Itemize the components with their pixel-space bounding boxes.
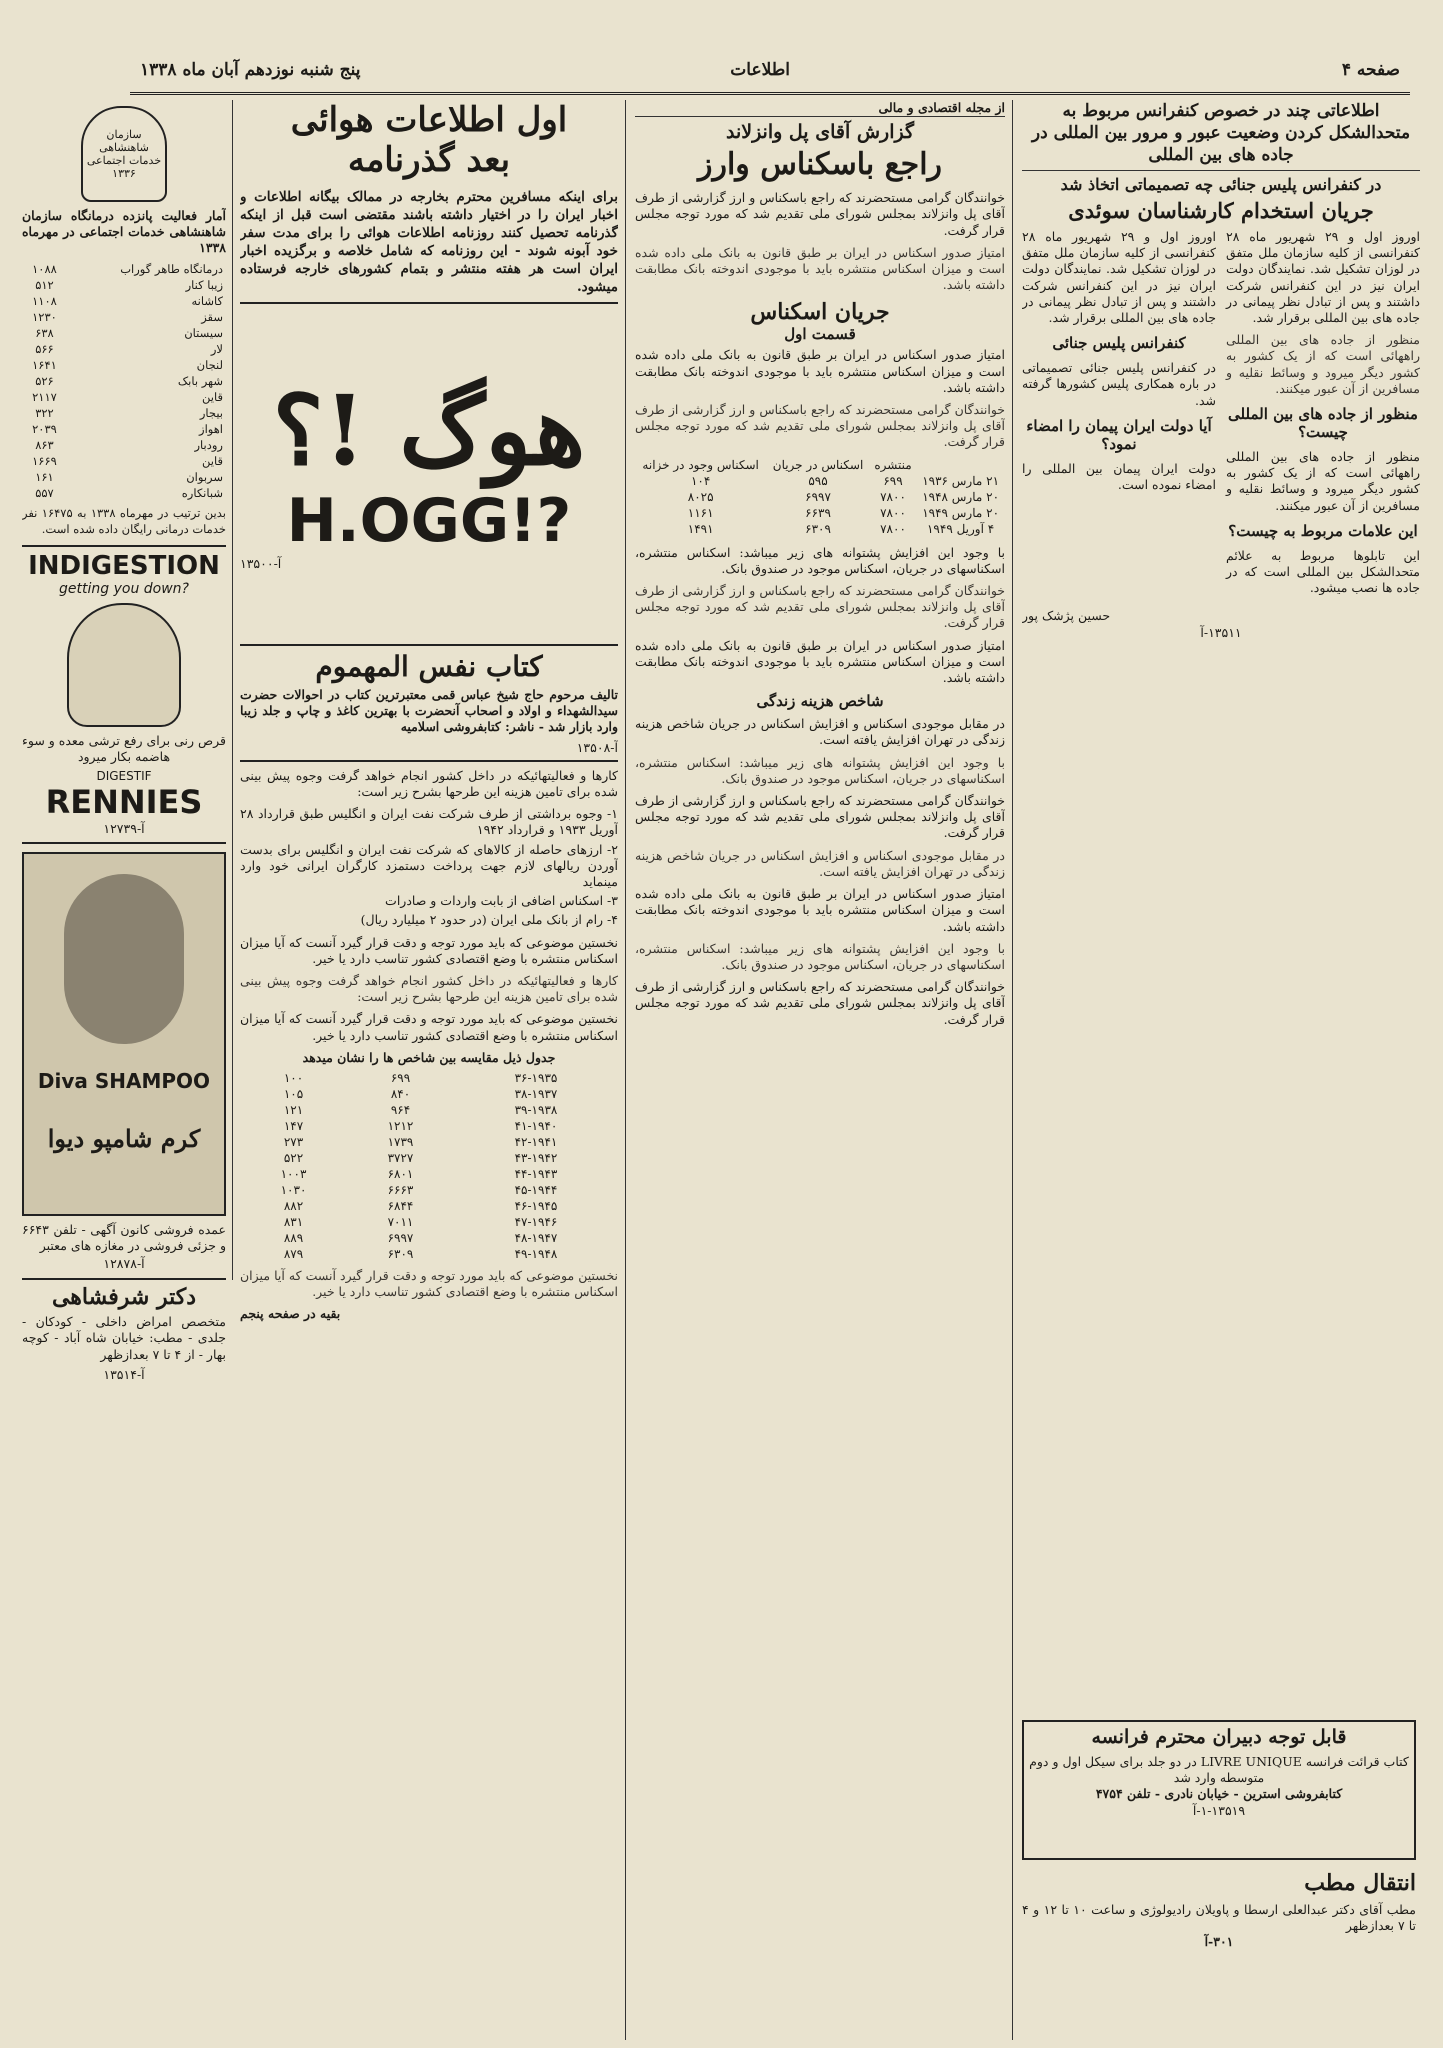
- column-middle: [240, 100, 618, 2030]
- stats-note: بدین ترتیب در مهرماه ۱۳۳۸ به ۱۶۴۷۵ نفر خدمات درمانی رایگان داده شده است.: [22, 505, 226, 536]
- subhead-roads: منظور از جاده های بین المللی چیست؟: [1228, 405, 1418, 442]
- clinic-stats-table: [22, 261, 226, 501]
- table-cell: شهر بابک: [177, 373, 223, 388]
- table-cell: ۲۰۳۹: [32, 421, 57, 436]
- table-cell: ۶۹۹۷: [805, 489, 831, 504]
- ad-air-subtitle: بعد گذرنامه: [347, 140, 511, 180]
- table-cell: سیستان: [184, 325, 223, 340]
- shampoo-distributor: عمده فروشی کانون آگهی - تلفن ۶۶۴۳ و جزئی فروشی در مغازه های معتبر: [22, 1221, 226, 1253]
- ad-hogg-latin: H.OGG!?: [286, 485, 572, 556]
- article-signature: حسین پژشک پور: [1022, 608, 1111, 624]
- table-cell: قاین: [202, 389, 223, 404]
- article-paragraph: امتیاز صدور اسکناس در ایران بر طبق قانون به بانک ملی داده شده است و میزان اسکناس منتشره باید با موجودی اندوخته بانک مطابقت داشته باشد.: [635, 637, 1005, 686]
- article-paragraph: خوانندگان گرامی مستحضرند که راجع باسکناس و ارز گزارشی از طرف آقای پل وانزلاند بمجلس شورای ملی تقدیم شد که مورد توجه مجلس قرار گرفت.: [635, 793, 1005, 841]
- doctor-name: دکتر شرفشاهی: [51, 1284, 197, 1311]
- table-cell: بیجار: [199, 405, 223, 420]
- article-paragraph: نخستین موضوعی که باید مورد توجه و دقت قرار گیرد آنست که آیا میزان اسکناس منتشره با وضع اقتصادی کشور تناسب دارد یا خیر.: [240, 934, 618, 966]
- subhead-treaty: آیا دولت ایران پیمان را امضاء نمود؟: [1026, 416, 1212, 453]
- article-two-columns: [1022, 229, 1420, 602]
- table-header: اسکناس در جریان: [772, 457, 864, 472]
- emblem-text: سازمان شاهنشاهی خدمات اجتماعی ۱۳۳۶: [86, 128, 162, 180]
- ad-book-title: کتاب نفس المهموم: [315, 650, 543, 683]
- table-cell: ۴۳-۱۹۴۲: [514, 1151, 558, 1166]
- article-paragraph: خوانندگان گرامی مستحضرند که راجع باسکناس و ارز گزارشی از طرف آقای پل وانزلاند بمجلس شورای ملی تقدیم شد که مورد توجه مجلس قرار گرفت.: [635, 402, 1005, 450]
- doctor-text: متخصص امراض داخلی - کودکان - جلدی - مطب: خیابان شاه آباد - کوچه بهار - از ۴ تا ۷ بعدازظهر: [22, 1314, 226, 1362]
- ad-air-title: اول اطلاعات هوائی: [290, 100, 568, 140]
- ad-rennies-code: آ-۱۲۷۳۹: [103, 821, 145, 837]
- continued-note: بقیه در صفحه پنجم: [240, 1306, 341, 1322]
- table-cell: ۵۶۶: [35, 341, 54, 356]
- table-row: [635, 489, 1005, 505]
- article-paragraph: در مقابل موجودی اسکناس و افزایش اسکناس در جریان شاخص هزینه زندگی در تهران افزایش یافته است.: [635, 847, 1005, 879]
- ad-rennies-digestif: DIGESTIF: [96, 769, 152, 784]
- article-paragraph: منظور از جاده های بین المللی راههائی است که از یک کشور به کشور دیگر میرود و وسائط نقلیه و مسافرین از آن عبور میکنند.: [1226, 449, 1420, 513]
- subheadline-police: در کنفرانس پلیس جنائی چه تصمیماتی اتخاذ شد: [1060, 175, 1382, 194]
- table-cell: رودبار: [194, 437, 223, 452]
- article-kicker: گزارش آقای پل وانزلاند: [725, 121, 915, 144]
- notice-text: کتاب قرائت فرانسه LIVRE UNIQUE در دو جلد برای سیکل اول و دوم متوسطه وارد شد: [1029, 1754, 1409, 1786]
- article-paragraph: امتیاز صدور اسکناس در ایران بر طبق قانون به بانک ملی داده شده است و میزان اسکناس منتشره باید با موجودی اندوخته بانک مطابقت داشته باشد.: [635, 244, 1005, 293]
- table-row: [22, 309, 226, 325]
- table-cell: ۶۸۰۱: [387, 1167, 414, 1182]
- table-cell: ۸۸۲: [283, 1199, 304, 1214]
- table-row: [635, 505, 1005, 521]
- notice-title: قابل توجه دبیران محترم فرانسه: [1091, 1726, 1347, 1748]
- column-left: [22, 100, 226, 2030]
- table-row: [22, 389, 226, 405]
- table-cell: سقز: [201, 309, 223, 324]
- table-cell: ۱۰۳۰: [280, 1183, 307, 1198]
- table-row: [22, 485, 226, 501]
- table-row: [240, 1150, 618, 1166]
- article-paragraph: خوانندگان گرامی مستحضرند که راجع باسکناس و ارز گزارشی از طرف آقای پل وانزلاند بمجلس شورای ملی تقدیم شد که مورد توجه مجلس قرار گرفت.: [635, 190, 1005, 238]
- table-row: [22, 437, 226, 453]
- table-cell: ۱۴۷: [283, 1119, 304, 1134]
- table-row: [635, 473, 1005, 489]
- article-paragraph: خوانندگان گرامی مستحضرند که راجع باسکناس و ارز گزارشی از طرف آقای پل وانزلاند بمجلس شورای ملی تقدیم شد که مورد توجه مجلس قرار گرفت.: [635, 583, 1005, 631]
- table-cell: ۲۷۳: [283, 1135, 304, 1150]
- table-cell: ۳۶-۱۹۳۵: [514, 1071, 558, 1086]
- table-cell: ۳۹-۱۹۳۸: [514, 1103, 558, 1118]
- table-cell: ۱۲۱۲: [387, 1119, 414, 1134]
- table-row: [240, 1166, 618, 1182]
- table-cell: ۵۹۵: [808, 473, 828, 488]
- table-cell: ۴۶-۱۹۴۵: [514, 1199, 558, 1214]
- table-cell: ۶۳۰۹: [387, 1247, 414, 1262]
- table-row: [240, 1086, 618, 1102]
- table-cell: ۲۱۱۷: [32, 389, 57, 404]
- table-cell: ۴۱-۱۹۴۰: [514, 1119, 558, 1134]
- table-row: [22, 341, 226, 357]
- crown-emblem: [81, 106, 167, 202]
- column-currency: [635, 100, 1005, 2030]
- table-cell: ۱۶۱: [35, 469, 54, 484]
- table-cell: ۵۲۶: [35, 373, 54, 388]
- office-text: مطب آقای دکتر عبدالعلی ارسطا و پاویلان رادیولوژی و ساعت ۱۰ تا ۱۲ و ۴ تا ۷ بعدازظهر: [1022, 1902, 1416, 1934]
- table-cell: ۵۲۲: [283, 1151, 304, 1166]
- table-row: [240, 1134, 618, 1150]
- headline-conference: اطلاعاتی چند در خصوص کنفرانس مربوط به متحدالشکل کردن وضعیت عبور و مرور بین المللی در جاده های بین المللی: [1022, 100, 1420, 171]
- stats-title: آمار فعالیت پانزده درمانگاه سازمان شاهنشاهی خدمات اجتماعی در مهرماه ۱۳۳۸: [22, 208, 226, 256]
- table-cell: ۶۶۶۳: [387, 1183, 414, 1198]
- section-part: قسمت اول: [784, 325, 856, 344]
- table-cell: ۶۹۹۷: [387, 1231, 414, 1246]
- article-paragraph: دولت ایران پیمان بین المللی را امضاء نموده است.: [1022, 460, 1216, 493]
- table-row: [22, 261, 226, 277]
- table-cell: ۴۴-۱۹۴۳: [514, 1167, 558, 1182]
- table-row: [240, 1102, 618, 1118]
- table-cell: ۷۸۰۰: [880, 489, 906, 504]
- ad-hogg-persian: هوگ !؟: [272, 373, 586, 487]
- table-cell: ۱۶۶۹: [32, 453, 57, 468]
- table-cell: ۴۹-۱۹۴۸: [514, 1247, 558, 1262]
- ad-rennies-indigestion: INDIGESTION: [28, 551, 220, 582]
- table-cell: کاشانه: [191, 293, 223, 308]
- table-cell: ۴۸-۱۹۴۷: [514, 1231, 558, 1246]
- table-cell: ۱۱۰۸: [32, 293, 57, 308]
- table-cell: ۱۰۰: [283, 1071, 304, 1086]
- ad-book: [240, 646, 618, 762]
- table-cell: ۸۰۲۵: [687, 489, 714, 504]
- article-paragraph: امتیاز صدور اسکناس در ایران بر طبق قانون به بانک ملی داده شده است و میزان اسکناس منتشره باید با موجودی اندوخته بانک مطابقت داشته باشد.: [635, 886, 1005, 934]
- table-row: [22, 293, 226, 309]
- table-row: [22, 469, 226, 485]
- article-paragraph: نخستین موضوعی که باید مورد توجه و دقت قرار گیرد آنست که آیا میزان اسکناس منتشره با وضع اقتصادی کشور تناسب دارد یا خیر.: [240, 1011, 618, 1043]
- article-paragraph: در کنفرانس پلیس جنائی تصمیماتی در باره همکاری پلیس کشورها گرفته شد.: [1022, 360, 1216, 408]
- table-cell: ۷۰۱۱: [387, 1215, 414, 1230]
- table-row: [240, 1246, 618, 1262]
- article-paragraph: با وجود این افزایش پشتوانه های زیر میباشد: اسکناس منتشره، اسکناسهای در جریان، اسکناس موجود در صندوق بانک.: [635, 940, 1005, 972]
- section-heading: جریان اسکناس: [750, 299, 890, 326]
- table-cell: ۱۰۸۸: [32, 261, 57, 276]
- table-row: [22, 405, 226, 421]
- table-cell: شبانکاره: [181, 485, 223, 500]
- shampoo-brand: Diva SHAMPOO: [37, 1068, 211, 1093]
- ad-rennies: [22, 545, 226, 844]
- portrait-illustration: [64, 874, 184, 1044]
- table-header: منتشره: [874, 457, 912, 472]
- page-number: صفحه ۴: [1341, 60, 1400, 80]
- ad-hogg: [240, 304, 618, 646]
- masthead: [130, 52, 1410, 95]
- table-cell: ۴۲-۱۹۴۱: [514, 1135, 558, 1150]
- section-subheading: شاخص هزینه زندگی: [756, 692, 884, 711]
- table-cell: ۵۵۷: [35, 485, 54, 500]
- article-paragraph: منظور از جاده های بین المللی راههائی است که از یک کشور به کشور دیگر میرود و وسائط نقلیه و مسافرین از آن عبور میکنند.: [1226, 332, 1420, 396]
- table-cell: درمانگاه طاهر گوراب: [120, 261, 223, 276]
- notice-french-book: [1022, 1720, 1416, 1860]
- table-row: [635, 521, 1005, 537]
- table-cell: ۲۰ مارس ۱۹۴۹: [922, 505, 1000, 520]
- table-row: [240, 1118, 618, 1134]
- table-cell: ۱۰۴: [690, 473, 711, 488]
- table-cell: ۱۲۳۰: [32, 309, 57, 324]
- table-cell: ۶۹۹: [390, 1071, 411, 1086]
- article-paragraph: اوروز اول و ۲۹ شهریور ماه ۲۸ کنفرانسی از کلیه سازمان ملل متفق در لوزان تشکیل شد. نمایندگان دولت ایران نیز در این کنفرانس شرکت داشتند و پس از تبادل نظر پیمانی در جاده های بین المللی برقرار شد.: [1022, 229, 1216, 326]
- table-row: [22, 357, 226, 373]
- subhead-signs: این علامات مربوط به چیست؟: [1228, 521, 1418, 540]
- table-cell: ۹۶۴: [390, 1103, 411, 1118]
- ad-air-text: برای اینکه مسافرین محترم بخارجه در ممالک بیگانه اطلاعات و اخبار ایران را در اختیار داشته باشند مقتضی است قبل از اینکه گذرنامه تحصیل کنند روزنامه اطلاعات هوائی را برای مدت سفر خود آبونه شوند - این روزنامه که شامل خلاصه و برگزیده اخبار ایران است هر هفته منتشر و بتمام کشورهای خارجه فرستاده میشود.: [240, 189, 618, 295]
- column-rule: [1012, 100, 1013, 2040]
- notice-store: کتابفروشی استرین - خیابان نادری - تلفن ۴۷۵۴: [1095, 1786, 1343, 1802]
- index-table: [240, 1070, 618, 1262]
- table-cell: ۳۸-۱۹۳۷: [514, 1087, 558, 1102]
- table-cell: لار: [210, 341, 223, 356]
- table-cell: ۸۷۹: [283, 1247, 304, 1262]
- table-cell: ۸۶۳: [35, 437, 54, 452]
- currency-table: [635, 457, 1005, 537]
- ad-shampoo: [22, 852, 226, 1216]
- table-cell: ۲۰ مارس ۱۹۴۸: [922, 489, 1000, 504]
- table-cell: ۱۱۶۱: [687, 505, 714, 520]
- table-cell: ۳۲۲: [35, 405, 54, 420]
- table-cell: ۴۵-۱۹۴۴: [514, 1183, 558, 1198]
- headline-swedish-experts: جریان استخدام کارشناسان سوئدی: [1068, 198, 1374, 223]
- table-header: اسکناس وجود در خزانه: [642, 457, 759, 472]
- list-item: ۳- اسکناس اضافی از بابت واردات و صادرات: [385, 893, 618, 909]
- table-cell: ۶۶۳۹: [805, 505, 831, 520]
- table-cell: ۸۳۱: [283, 1215, 304, 1230]
- table-cell: ۶۳۸: [35, 325, 54, 340]
- table-row: [240, 1214, 618, 1230]
- table-header-row: [635, 457, 1005, 473]
- article-paragraph: کارها و فعالیتهائیکه در داخل کشور انجام خواهد گرفت وجوه پیش بینی شده برای تامین هزینه این طرحها بشرح زیر است:: [240, 767, 618, 800]
- ad-book-code: آ-۱۳۵۰۸: [576, 739, 618, 755]
- table-row: [240, 1198, 618, 1214]
- shampoo-persian: کرم شامپو دیوا: [47, 1123, 201, 1153]
- table-row: [22, 421, 226, 437]
- article-paragraph: در مقابل موجودی اسکناس و افزایش اسکناس در جریان شاخص هزینه زندگی در تهران افزایش یافته است.: [635, 716, 1005, 748]
- table-cell: قاین: [202, 453, 223, 468]
- notice-code: ۱-۱۳۵۱۹-آ: [1192, 1802, 1246, 1818]
- shampoo-code: آ-۱۲۸۷۸: [103, 1256, 145, 1272]
- table-cell: ۱۷۳۹: [387, 1135, 414, 1150]
- table-row: [22, 373, 226, 389]
- table-cell: ۳۷۲۷: [387, 1151, 414, 1166]
- subhead-police-conference: کنفرانس پلیس جنائی: [1052, 334, 1186, 353]
- ad-doctor: [22, 1278, 226, 1383]
- article-code: ۱۳۵۱۱-آ: [1200, 624, 1242, 640]
- list-item: ۲- ارزهای حاصله از کالاهای که شرکت نفت ایران و انگلیس برای بدست آوردن ریالهای لازم جهت پرداخت دستمزد کارگران ایرانی خود وارد مینماید: [240, 841, 618, 890]
- issue-date: پنج شنبه نوزدهم آبان ماه ۱۳۳۸: [140, 60, 361, 80]
- ad-air-edition: [240, 100, 618, 304]
- table-row: [240, 1182, 618, 1198]
- table-row: [240, 1070, 618, 1086]
- article-paragraph: این تابلوها مربوط به علائم متحدالشکل بین المللی است که در جاده ها نصب میشود.: [1226, 547, 1420, 596]
- ad-rennies-brand: RENNIES: [45, 783, 203, 822]
- article-paragraph: اوروز اول و ۲۹ شهریور ماه ۲۸ کنفرانسی از کلیه سازمان ملل متفق در لوزان تشکیل شد. نمایندگان دولت ایران نیز در این کنفرانس شرکت داشتند و پس از تبادل نظر پیمانی در جاده های بین المللی برقرار شد.: [1226, 229, 1420, 326]
- table-cell: ۴۷-۱۹۴۶: [514, 1215, 558, 1230]
- table-caption: جدول ذیل مقایسه بین شاخص ها را نشان میدهد: [302, 1049, 556, 1065]
- table-row: [240, 1230, 618, 1246]
- article-column-b: [1022, 229, 1216, 602]
- article-column-a: [1226, 229, 1420, 602]
- article-headline: راجع باسکناس وارز: [697, 147, 943, 183]
- table-cell: ۸۴۰: [390, 1087, 411, 1102]
- list-item: ۱- وجوه برداشتی از طرف شرکت نفت ایران و انگلیس طبق قرارداد ۲۸ آوریل ۱۹۳۳ و قرارداد ۱۹۴۲: [240, 806, 618, 838]
- table-cell: سربوان: [186, 469, 223, 484]
- ad-rennies-text: قرص رنی برای رفع ترشی معده و سوء هاضمه بکار میرود: [22, 733, 226, 765]
- woman-illustration: [67, 603, 181, 727]
- table-cell: ۸۸۹: [283, 1231, 304, 1246]
- table-cell: لنجان: [196, 357, 223, 372]
- table-row: [22, 277, 226, 293]
- office-title: انتقال مطب: [1304, 1870, 1416, 1896]
- table-cell: ۵۱۲: [35, 277, 54, 292]
- table-cell: ۱۶۴۱: [32, 357, 57, 372]
- section-tag: از مجله اقتصادی و مالی: [635, 100, 1005, 117]
- table-cell: ۱۰۰۳: [280, 1167, 307, 1182]
- table-cell: ۷۸۰۰: [880, 505, 906, 520]
- table-cell: ۶۸۴۴: [387, 1199, 414, 1214]
- column-rule: [232, 100, 233, 1280]
- table-cell: ۱۰۵: [283, 1087, 304, 1102]
- office-code: ۳۰۱-آ: [1204, 1934, 1234, 1950]
- newspaper-name: اطلاعات: [730, 60, 790, 80]
- column-rule: [625, 100, 626, 2040]
- table-row: [22, 453, 226, 469]
- table-cell: ۴ آوریل ۱۹۴۹: [926, 521, 995, 536]
- table-row: [22, 325, 226, 341]
- table-cell: ۶۹۹: [883, 473, 903, 488]
- table-cell: ۷۸۰۰: [880, 521, 906, 536]
- table-cell: ۱۲۱: [283, 1103, 304, 1118]
- ad-rennies-tagline: getting you down?: [59, 581, 189, 598]
- table-cell: زیبا کنار: [185, 277, 223, 292]
- table-cell: ۲۱ مارس ۱۹۳۶: [922, 473, 1000, 488]
- ad-hogg-code: آ-۱۳۵۰۰: [240, 555, 282, 571]
- table-cell: ۶۳۰۹: [805, 521, 831, 536]
- article-paragraph: خوانندگان گرامی مستحضرند که راجع باسکناس و ارز گزارشی از طرف آقای پل وانزلاند بمجلس شورای ملی تقدیم شد که مورد توجه مجلس قرار گرفت.: [635, 979, 1005, 1027]
- article-paragraph: با وجود این افزایش پشتوانه های زیر میباشد: اسکناس منتشره، اسکناسهای در جریان، اسکناس موجود در صندوق بانک.: [635, 544, 1005, 576]
- table-cell: ۱۴۹۱: [687, 521, 714, 536]
- ad-book-text: تالیف مرحوم حاج شیخ عباس قمی معتبرترین کتاب در احوالات حضرت سیدالشهداء و اولاد و اصحاب آنحضرت با بهترین کاغذ و چاپ و جلد زیبا وارد بازار شد - ناشر: کتابفروشی اسلامیه: [240, 687, 618, 735]
- article-paragraph: با وجود این افزایش پشتوانه های زیر میباشد: اسکناس منتشره، اسکناسهای در جریان، اسکناس موجود در صندوق بانک.: [635, 754, 1005, 786]
- article-paragraph: امتیاز صدور اسکناس در ایران بر طبق قانون به بانک ملی داده شده است و میزان اسکناس منتشره باید با موجودی اندوخته بانک مطابقت داشته باشد.: [635, 347, 1005, 395]
- notice-office-transfer: [1022, 1870, 1416, 2020]
- article-paragraph: کارها و فعالیتهائیکه در داخل کشور انجام خواهد گرفت وجوه پیش بینی شده برای تامین هزینه این طرحها بشرح زیر است:: [240, 973, 618, 1005]
- table-cell: اهواز: [199, 421, 223, 436]
- list-item: ۴- رام از بانک ملی ایران (در حدود ۲ میلیارد ریال): [360, 912, 618, 928]
- doctor-code: آ-۱۳۵۱۴: [103, 1366, 145, 1382]
- article-paragraph: نخستین موضوعی که باید مورد توجه و دقت قرار گیرد آنست که آیا میزان اسکناس منتشره با وضع اقتصادی کشور تناسب دارد یا خیر.: [240, 1268, 618, 1300]
